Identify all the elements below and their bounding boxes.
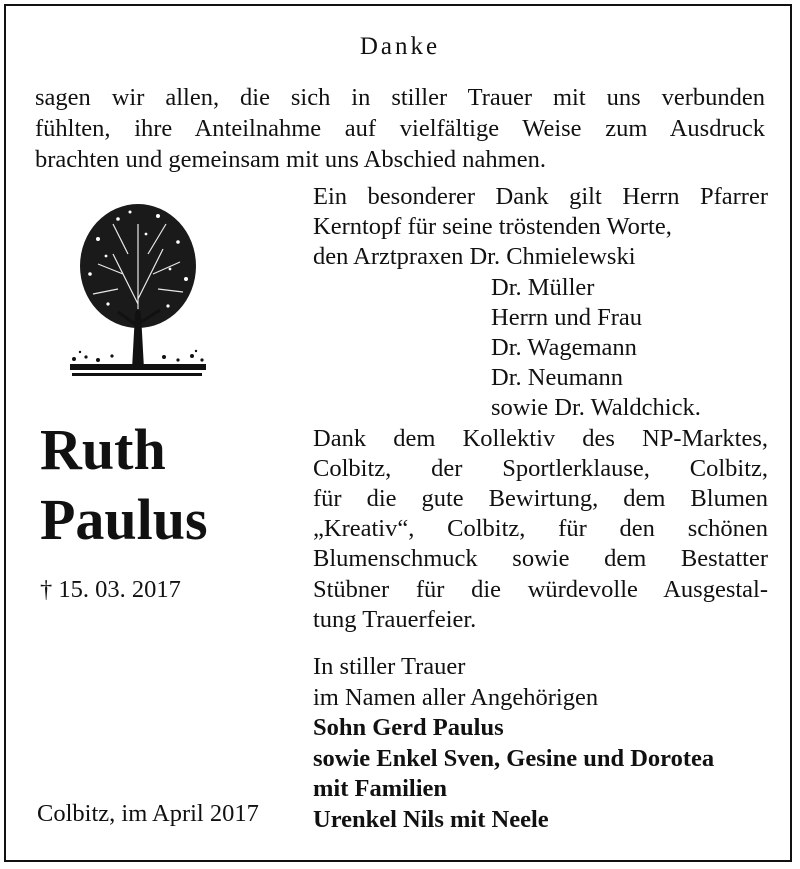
- notice-heading: Danke: [359, 33, 441, 60]
- collective-line: für die gute Bewirtung, dem Blumen: [313, 485, 768, 513]
- doctor-line: Dr. Wagemann: [491, 334, 637, 362]
- collective-line: „Kreativ“, Colbitz, für den schönen: [313, 515, 768, 543]
- mourner-name: Sohn Gerd Paulus: [313, 714, 504, 741]
- intro-line: sagen wir allen, die sich in stiller Trauer mit uns verbunden: [35, 84, 765, 111]
- deceased-last-name: Paulus: [40, 487, 208, 552]
- thanks-line: Ein besonderer Dank gilt Herrn Pfarrer: [313, 183, 768, 210]
- deceased-first-name: Ruth: [40, 417, 166, 482]
- intro-paragraph: [35, 82, 765, 175]
- doctor-line: Dr. Neumann: [491, 364, 623, 392]
- place-date: Colbitz, im April 2017: [37, 800, 259, 827]
- thanks-line: den Arztpraxen Dr. Chmielewski: [313, 243, 636, 271]
- mourners-intro: im Namen aller Angehörigen: [313, 683, 599, 711]
- collective-line: Colbitz, der Sportlerklause, Colbitz,: [313, 454, 768, 482]
- mourner-name: mit Familien: [313, 775, 448, 802]
- collective-line: Blumenschmuck sowie dem Bestatter: [313, 545, 768, 573]
- intro-line: brachten und gemeinsam mit uns Abschied nahmen.: [35, 146, 546, 173]
- tree-icon: [68, 194, 208, 384]
- death-date: † 15. 03. 2017: [40, 576, 181, 603]
- intro-line: fühlten, ihre Anteilnahme auf vielfältige Weise zum Ausdruck: [35, 115, 765, 142]
- mourner-name: Urenkel Nils mit Neele: [313, 805, 549, 833]
- collective-line: Stübner für die würdevolle Ausgestal-: [313, 575, 768, 603]
- mourners-section: [313, 652, 714, 835]
- doctor-line: Herrn und Frau: [491, 303, 643, 331]
- thanks-section: [313, 182, 768, 635]
- mourner-name: sowie Enkel Sven, Gesine und Dorotea: [313, 744, 715, 772]
- doctor-line: Dr. Müller: [491, 273, 595, 301]
- deceased-name: [40, 415, 208, 555]
- doctor-line: sowie Dr. Waldchick.: [491, 394, 701, 422]
- mourners-intro: In stiller Trauer: [313, 653, 466, 680]
- thanks-line: Kerntopf für seine tröstenden Worte,: [313, 213, 672, 241]
- collective-line: tung Trauerfeier.: [313, 605, 477, 633]
- collective-line: Dank dem Kollektiv des NP-Marktes,: [313, 424, 768, 452]
